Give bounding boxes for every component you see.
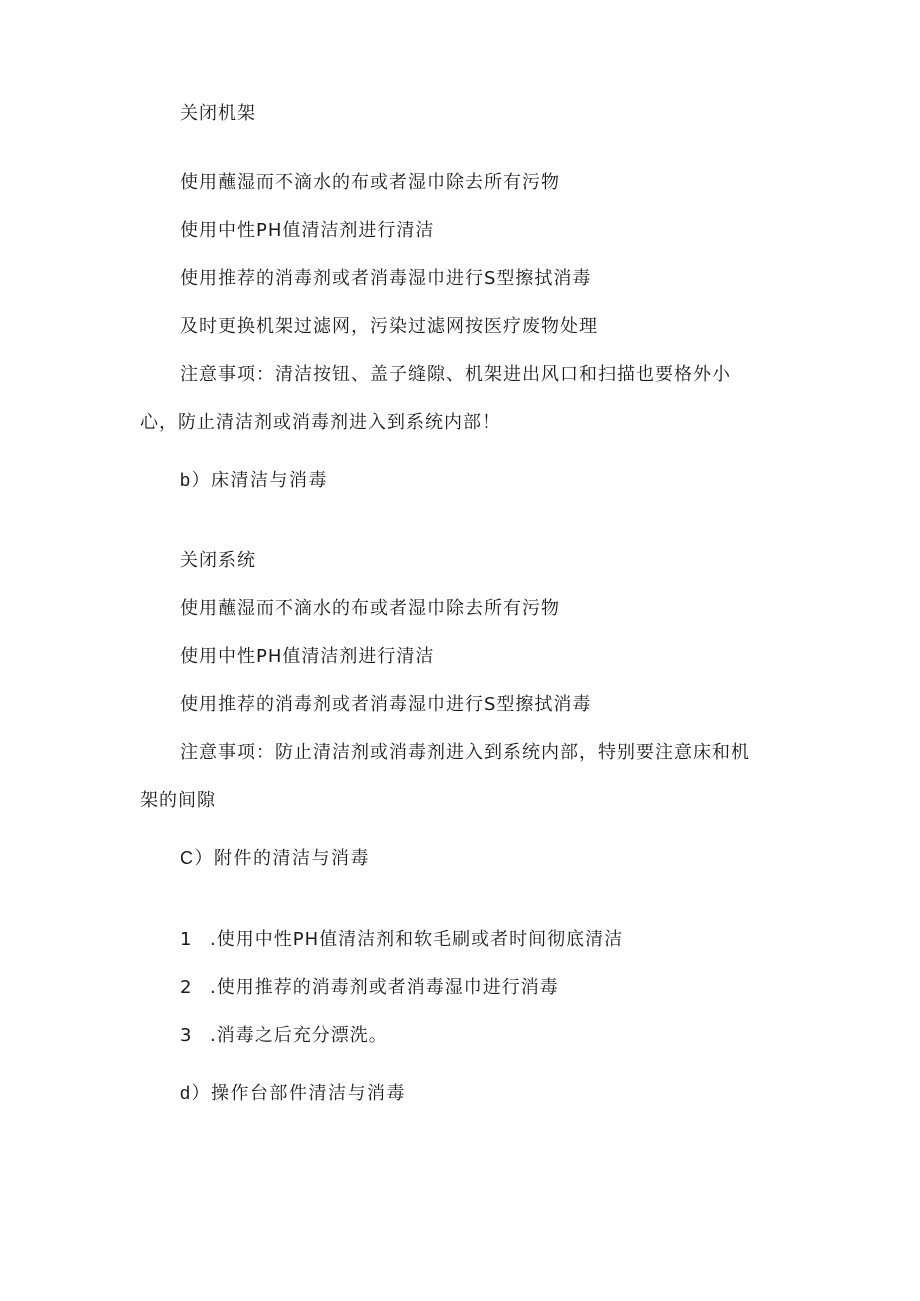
accessories-section-heading: C）附件的清洁与消毒 xyxy=(180,848,370,868)
gantry-step-1: 关闭机架 xyxy=(180,103,256,124)
list-item-number: 1 xyxy=(180,929,193,950)
console-section-heading: d）操作台部件清洁与消毒 xyxy=(180,1083,407,1103)
table-section-heading: b）床清洁与消毒 xyxy=(180,470,329,490)
list-item-text: .消毒之后充分漂洗。 xyxy=(210,1025,388,1046)
table-step-3: 使用中性PH值清洁剂进行清洁 xyxy=(180,646,435,667)
table-note-line-2: 架的间隙 xyxy=(140,790,216,811)
gantry-step-5: 及时更换机架过滤网，污染过滤网按医疗废物处理 xyxy=(180,316,598,337)
table-step-2: 使用蘸湿而不滴水的布或者湿巾除去所有污物 xyxy=(180,598,560,619)
list-item-text: .使用中性PH值清洁剂和软毛刷或者时间彻底清洁 xyxy=(210,929,624,950)
list-item-number: 2 xyxy=(180,977,193,998)
accessories-list-item xyxy=(180,976,559,1000)
gantry-step-2: 使用蘸湿而不滴水的布或者湿巾除去所有污物 xyxy=(180,172,560,193)
gantry-note-line-1: 注意事项：清洁按钮、盖子缝隙、机架进出风口和扫描也要格外小 xyxy=(180,364,731,385)
gantry-note-line-2: 心，防止清洁剂或消毒剂进入到系统内部！ xyxy=(140,412,501,433)
list-item-number: 3 xyxy=(180,1025,193,1046)
table-step-4: 使用推荐的消毒剂或者消毒湿巾进行S型擦拭消毒 xyxy=(180,694,592,715)
list-item-text: .使用推荐的消毒剂或者消毒湿巾进行消毒 xyxy=(210,977,559,998)
gantry-step-3: 使用中性PH值清洁剂进行清洁 xyxy=(180,220,435,241)
accessories-list-item xyxy=(180,928,623,952)
accessories-list-item xyxy=(180,1024,388,1048)
table-note-line-1: 注意事项：防止清洁剂或消毒剂进入到系统内部，特别要注意床和机 xyxy=(180,742,750,763)
table-step-1: 关闭系统 xyxy=(180,550,256,571)
gantry-step-4: 使用推荐的消毒剂或者消毒湿巾进行S型擦拭消毒 xyxy=(180,268,592,289)
